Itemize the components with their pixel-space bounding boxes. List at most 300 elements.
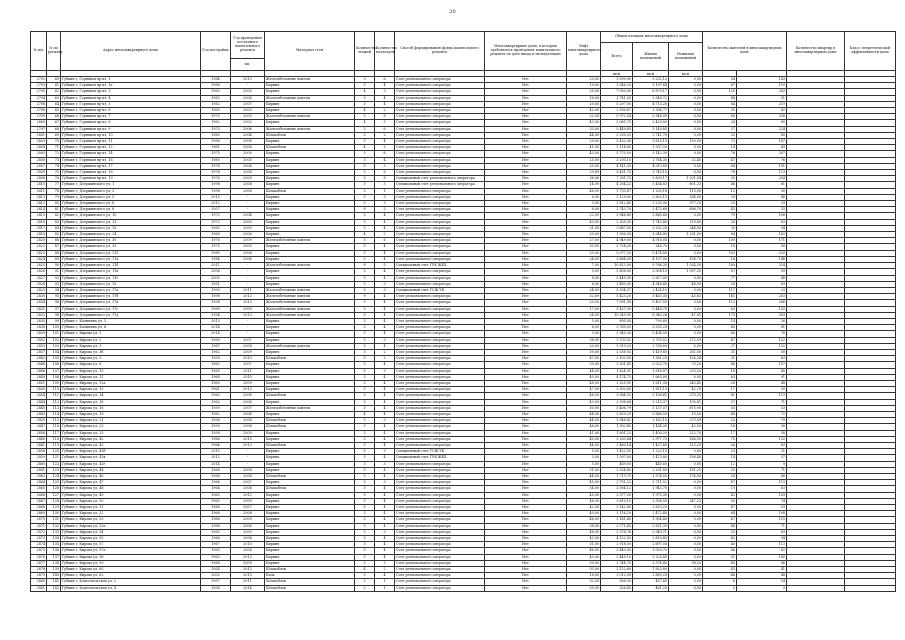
cell-num: 2805 <box>31 151 47 157</box>
cell-wear: 20,00 <box>567 232 601 238</box>
cell-address: Губкин г, Кирова ул, 10 <box>61 368 201 374</box>
cell-num: 2827 <box>31 275 47 281</box>
cell-year-renovation: - <box>231 201 265 207</box>
cell-floors: 5 <box>355 318 375 324</box>
cell-address: Губкин г, Кирова ул, 8 <box>61 362 201 368</box>
cell-residents: 46 <box>703 182 737 188</box>
cell-fund-method: Счет регионального оператора <box>395 362 485 368</box>
cell-wear: 22,00 <box>567 213 601 219</box>
cell-area-residential: 2 756,00 <box>633 343 669 349</box>
cell-apartments: 9 <box>737 461 787 467</box>
cell-year-built: 1962 <box>201 120 231 126</box>
cell-wear: 40,00 <box>567 511 601 517</box>
cell-wear: 46,00 <box>567 424 601 430</box>
cell-address: Губкин г, Дзержинского ул, 11а <box>61 256 201 262</box>
cell-year-renovation: 2006 <box>231 250 265 256</box>
cell-year-renovation: 2003 <box>231 108 265 114</box>
cell-year-renovation: 2007 <box>231 505 265 511</box>
cell-area-nonresidential: 0,00 <box>669 170 703 176</box>
cell-residents: 6 <box>703 579 737 585</box>
cell-area-total: 3 129,00 <box>601 194 633 200</box>
cell-floors: 5 <box>355 126 375 132</box>
cell-lift: Нет <box>485 219 567 225</box>
cell-wall-material: Блок <box>265 573 355 579</box>
cell-fund-method: Специальный счет ТСЖ УК <box>395 287 485 293</box>
cell-wear: 33,00 <box>567 126 601 132</box>
cell-wear: 20,00 <box>567 101 601 107</box>
cell-area-total: 4 174,73 <box>601 374 633 380</box>
cell-residents: 68 <box>703 114 737 120</box>
cell-year-built: 1967 <box>201 343 231 349</box>
cell-wear: 8,00 <box>567 275 601 281</box>
cell-apartments: 53 <box>737 201 787 207</box>
cell-fund-method: Счет регионального оператора <box>395 95 485 101</box>
cell-floors: 5 <box>355 151 375 157</box>
cell-floors: 9 <box>355 306 375 312</box>
cell-floors: 5 <box>355 505 375 511</box>
cell-apartments: 58 <box>737 430 787 436</box>
cell-area-nonresidential: 351,00 <box>669 349 703 355</box>
cell-area-residential: 1 616,87 <box>633 368 669 374</box>
cell-num: 2845 <box>31 405 47 411</box>
cell-apartments: 48 <box>737 275 787 281</box>
cell-num: 2811 <box>31 188 47 194</box>
cell-address: Губкин г, Кирова ул, 57а <box>61 548 201 554</box>
cell-address: Губкин г, Кирова ул, 2 <box>61 337 201 343</box>
cell-year-built: 1969 <box>201 337 231 343</box>
cell-year-built: 1966 <box>201 505 231 511</box>
cell-fund-method: Счет регионального оператора <box>395 467 485 473</box>
cell-residents: 47 <box>703 337 737 343</box>
cell-fund-method: Счет регионального оператора <box>395 232 485 238</box>
cell-floors: 5 <box>355 349 375 355</box>
cell-apartments: 30 <box>737 188 787 194</box>
cell-wall-material: Кирпич <box>265 529 355 535</box>
cell-fund-method: Счет регионального оператора <box>395 374 485 380</box>
cell-area-residential: 2 688,59 <box>633 411 669 417</box>
cell-area-nonresidential: 577,20 <box>669 201 703 207</box>
cell-num-in-region: 121 <box>47 455 61 461</box>
cell-apartments: 59 <box>737 269 787 275</box>
cell-fund-method: Счет регионального оператора <box>395 281 485 287</box>
cell-fund-method: Счет регионального оператора <box>395 579 485 585</box>
cell-wall-material: Кирпич <box>265 213 355 219</box>
cell-entrances: 3 <box>375 201 395 207</box>
cell-area-residential: 3 815,10 <box>633 139 669 145</box>
cell-residents: 14 <box>703 318 737 324</box>
cell-year-renovation: - <box>231 325 265 331</box>
cell-wear: 46,00 <box>567 393 601 399</box>
cell-apartments: 162 <box>737 232 787 238</box>
cell-floors: 5 <box>355 250 375 256</box>
cell-lift: Нет <box>485 560 567 566</box>
cell-apartments: 71 <box>737 523 787 529</box>
cell-num-in-region: 68 <box>47 126 61 132</box>
cell-year-renovation: - <box>231 331 265 337</box>
cell-entrances: 3 <box>375 120 395 126</box>
cell-year-built: 1966 <box>201 560 231 566</box>
cell-num-in-region: 113 <box>47 405 61 411</box>
cell-lift: Нет <box>485 101 567 107</box>
cell-residents: 39 <box>703 225 737 231</box>
cell-fund-method: Счет регионального оператора <box>395 436 485 442</box>
cell-num: 2797 <box>31 126 47 132</box>
cell-lift: Нет <box>485 114 567 120</box>
cell-wall-material: Шлакоблок <box>265 418 355 424</box>
cell-lift: Нет <box>485 132 567 138</box>
cell-floors: 5 <box>355 244 375 250</box>
cell-num-in-region: 61 <box>47 83 61 89</box>
cell-fund-method: Счет регионального оператора <box>395 318 485 324</box>
cell-lift: Нет <box>485 89 567 95</box>
cell-area-residential: 1 044,80 <box>633 232 669 238</box>
cell-wall-material: Кирпич <box>265 83 355 89</box>
cell-year-renovation: 2013 <box>231 300 265 306</box>
cell-area-nonresidential: 601,33 <box>669 182 703 188</box>
cell-area-total: 3 293,10 <box>601 157 633 163</box>
cell-residents: 84 <box>703 163 737 169</box>
cell-apartments: 132 <box>737 306 787 312</box>
cell-address: Губкин г, Дзержинского ул, 8 <box>61 207 201 213</box>
cell-address: Губкин г, Горняков пр-кт, 14 <box>61 151 201 157</box>
cell-wear: 18,00 <box>567 573 601 579</box>
cell-area-nonresidential: 0,00 <box>669 145 703 151</box>
cell-year-built: 2015 <box>201 194 231 200</box>
cell-num-in-region: 135 <box>47 542 61 548</box>
cell-area-total: 3 181,40 <box>601 517 633 523</box>
header-apartments: Количество квартир в многоквартирном доме <box>787 32 845 71</box>
cell-lift: Нет <box>485 207 567 213</box>
cell-area-nonresidential: 126,34 <box>669 356 703 362</box>
cell-lift: Нет <box>485 579 567 585</box>
cell-year-built: 1986 <box>201 139 231 145</box>
cell-num-in-region: 63 <box>47 95 61 101</box>
cell-address: Губкин г, Дзержинского ул, 17а <box>61 287 201 293</box>
cell-floors: 5 <box>355 157 375 163</box>
cell-wall-material: Кирпич <box>265 380 355 386</box>
cell-floors: 5 <box>355 467 375 473</box>
cell-area-nonresidential: 0,00 <box>669 517 703 523</box>
cell-area-total: 895,00 <box>601 318 633 324</box>
cell-num: 2831 <box>31 306 47 312</box>
cell-fund-method: Счет регионального оператора <box>395 567 485 573</box>
cell-apartments: 50 <box>737 349 787 355</box>
cell-apartments: 45 <box>737 368 787 374</box>
cell-area-residential: 2 977,73 <box>633 436 669 442</box>
cell-wear: 31,00 <box>567 225 601 231</box>
cell-num: 2809 <box>31 170 47 176</box>
cell-area-nonresidential: 219,60 <box>669 219 703 225</box>
cell-num: 2881 <box>31 585 47 591</box>
cell-year-renovation: 2013 <box>231 77 265 83</box>
cell-entrances: 4 <box>375 318 395 324</box>
cell-apartments: 71 <box>737 399 787 405</box>
cell-year-renovation: 2009 <box>231 306 265 312</box>
cell-entrances: 4 <box>375 101 395 107</box>
cell-fund-method: Счет регионального оператора <box>395 300 485 306</box>
cell-lift: Нет <box>485 151 567 157</box>
cell-wall-material: Кирпич <box>265 517 355 523</box>
cell-address: Губкин г, Кирова ул, 53 <box>61 517 201 523</box>
cell-floors: 5 <box>355 430 375 436</box>
cell-wall-material: Кирпич <box>265 176 355 182</box>
cell-address: Губкин г, Кирова ул, 57 <box>61 542 201 548</box>
cell-area-residential: 3 663,00 <box>633 374 669 380</box>
cell-num-in-region: 67 <box>47 120 61 126</box>
cell-num-in-region: 139 <box>47 567 61 573</box>
cell-wall-material: Шлакоблок <box>265 579 355 585</box>
cell-num: 2828 <box>31 281 47 287</box>
cell-area-nonresidential: 0,00 <box>669 548 703 554</box>
cell-residents: 12 <box>703 188 737 194</box>
cell-floors: 5 <box>355 182 375 188</box>
cell-entrances: 4 <box>375 325 395 331</box>
cell-wear: 38,00 <box>567 337 601 343</box>
cell-year-renovation: - <box>231 461 265 467</box>
cell-num: 2798 <box>31 101 47 107</box>
cell-residents: 47 <box>703 157 737 163</box>
cell-area-total: 3 584,92 <box>601 393 633 399</box>
cell-floors: 5 <box>355 325 375 331</box>
cell-area-residential: 3 023,70 <box>633 362 669 368</box>
cell-year-built: 2014 <box>201 331 231 337</box>
cell-year-built: 1962 <box>201 349 231 355</box>
header-area-nonresidential: Нежилых помещений <box>669 43 703 71</box>
cell-address: Губкин г, Кирова ул, 51 <box>61 505 201 511</box>
cell-floors: 5 <box>355 399 375 405</box>
cell-wall-material: Кирпич <box>265 387 355 393</box>
cell-fund-method: Специальный счет регионального оператора <box>395 182 485 188</box>
cell-area-residential: 5 448,70 <box>633 306 669 312</box>
cell-num-in-region: 138 <box>47 560 61 566</box>
cell-year-built: 1963 <box>201 89 231 95</box>
cell-apartments: 132 <box>737 436 787 442</box>
cell-year-renovation: 2008 <box>231 418 265 424</box>
cell-address: Губкин г, Дзержинского ул, 17г <box>61 306 201 312</box>
cell-floors: 9 <box>355 77 375 83</box>
cell-wall-material: Железобетонные панели <box>265 312 355 318</box>
cell-address: Губкин г, Кирова ул, 25 <box>61 430 201 436</box>
cell-floors: 5 <box>355 176 375 182</box>
header-fund-method: Способ формирования фонда капитального ремонта <box>395 32 485 71</box>
cell-entrances: 3 <box>375 182 395 188</box>
cell-year-renovation: 2012 <box>231 294 265 300</box>
cell-residents: 102 <box>703 250 737 256</box>
cell-wall-material: Кирпич <box>265 461 355 467</box>
cell-address: Губкин г, Горняков пр-кт, 5 <box>61 101 201 107</box>
cell-entrances: 4 <box>375 548 395 554</box>
cell-num: 2796 <box>31 108 47 114</box>
cell-area-total: 1 601,23 <box>601 430 633 436</box>
cell-residents: 43 <box>703 207 737 213</box>
cell-residents: 29 <box>703 194 737 200</box>
cell-address: Губкин г, Кирова ул, 18 <box>61 405 201 411</box>
cell-area-residential: 1 823,80 <box>633 567 669 573</box>
cell-area-total: 3 741,05 <box>601 95 633 101</box>
cell-fund-method: Специальный счет ГУК ЖКХ <box>395 455 485 461</box>
cell-apartments: 48 <box>737 380 787 386</box>
cell-num: 2868 <box>31 505 47 511</box>
cell-area-total: 469,00 <box>601 461 633 467</box>
cell-address: Губкин г, Дзержинского ул, 13 <box>61 219 201 225</box>
cell-fund-method: Счет регионального оператора <box>395 170 485 176</box>
cell-floors: 9 <box>355 95 375 101</box>
cell-floors: 5 <box>355 269 375 275</box>
cell-area-nonresidential: 0,00 <box>669 325 703 331</box>
cell-residents: 28 <box>703 281 737 287</box>
cell-wear: 38,00 <box>567 523 601 529</box>
cell-wear: 17,00 <box>567 306 601 312</box>
cell-year-renovation: 2011 <box>231 368 265 374</box>
cell-num: 2840 <box>31 436 47 442</box>
cell-year-built: 1951 <box>201 281 231 287</box>
cell-wall-material: Кирпич <box>265 430 355 436</box>
cell-fund-method: Счет регионального оператора <box>395 201 485 207</box>
cell-area-nonresidential: 0,00 <box>669 306 703 312</box>
cell-lift: Нет <box>485 529 567 535</box>
cell-wall-material: Шлакоблок <box>265 393 355 399</box>
cell-address: Губкин г, Кирова ул, 49 <box>61 492 201 498</box>
header-residents: Количество жителей в многоквартирном доме <box>703 32 787 71</box>
cell-area-nonresidential: 0,00 <box>669 492 703 498</box>
cell-entrances: 4 <box>375 492 395 498</box>
cell-num-in-region: 140 <box>47 573 61 579</box>
cell-address: Губкин г, Комсомольская ул, 4 <box>61 585 201 591</box>
cell-lift: Нет <box>485 449 567 455</box>
cell-wall-material: Шлакоблок <box>265 356 355 362</box>
cell-year-renovation: 2008 <box>231 424 265 430</box>
cell-num: 2793 <box>31 83 47 89</box>
cell-wall-material: Кирпич <box>265 436 355 442</box>
cell-num: 2816 <box>31 219 47 225</box>
cell-lift: Нет <box>485 176 567 182</box>
cell-apartments: 132 <box>737 343 787 349</box>
cell-residents: 40 <box>703 542 737 548</box>
cell-apartments: 43 <box>737 145 787 151</box>
cell-area-residential: 9 786,30 <box>633 263 669 269</box>
cell-num-in-region: 104 <box>47 349 61 355</box>
cell-apartments: 219 <box>737 101 787 107</box>
cell-area-residential: 461,20 <box>633 585 669 591</box>
cell-entrances: 2 <box>375 108 395 114</box>
cell-num-in-region: 131 <box>47 517 61 523</box>
cell-area-residential: 2 819,40 <box>633 536 669 542</box>
cell-apartments: 85 <box>737 132 787 138</box>
cell-area-total: 10 249,95 <box>601 312 633 318</box>
cell-entrances: 2 <box>375 349 395 355</box>
cell-num-in-region: 132 <box>47 523 61 529</box>
cell-num-in-region: 65 <box>47 108 61 114</box>
cell-residents: 120 <box>703 89 737 95</box>
cell-lift: Нет <box>485 461 567 467</box>
header-floors: Количество этажей <box>355 32 375 71</box>
cell-apartments: 61 <box>737 325 787 331</box>
header-planned-work: Многоквартирные дома, в которых требовалось проведение капитального ремонта по дате ввода в эксплуатацию <box>485 32 567 71</box>
cell-area-total: 7 281,73 <box>601 176 633 182</box>
cell-wear: 41,00 <box>567 430 601 436</box>
cell-area-total: 5 423,20 <box>601 294 633 300</box>
cell-area-total: 5 972,54 <box>601 114 633 120</box>
cell-lift: Нет <box>485 337 567 343</box>
cell-area-total: 508,50 <box>601 579 633 585</box>
cell-entrances: 4 <box>375 424 395 430</box>
cell-year-renovation: - <box>231 275 265 281</box>
cell-num: 2851 <box>31 380 47 386</box>
cell-area-residential: 3 162,10 <box>633 418 669 424</box>
cell-year-renovation: 2008 <box>231 95 265 101</box>
cell-fund-method: Специальный счет ТСЖ УК <box>395 449 485 455</box>
cell-address: Губкин г, Кирова ул, 13 <box>61 387 201 393</box>
cell-fund-method: Счет регионального оператора <box>395 349 485 355</box>
cell-num: 2844 <box>31 399 47 405</box>
cell-floors: 5 <box>355 368 375 374</box>
cell-year-renovation: 2008 <box>231 170 265 176</box>
cell-entrances: 4 <box>375 486 395 492</box>
cell-area-nonresidential: 0,00 <box>669 567 703 573</box>
cell-address: Губкин г, Дзержинского ул, 11г <box>61 275 201 281</box>
cell-year-built: 1983 <box>201 132 231 138</box>
cell-floors: 4 <box>355 567 375 573</box>
cell-area-total: 3 298,64 <box>601 399 633 405</box>
cell-year-built: 1966 <box>201 467 231 473</box>
cell-floors: 5 <box>355 139 375 145</box>
cell-year-renovation: 2005 <box>231 157 265 163</box>
cell-lift: Нет <box>485 480 567 486</box>
cell-area-residential: 5 474,80 <box>633 250 669 256</box>
cell-num-in-region: 103 <box>47 343 61 349</box>
cell-address: Губкин г, Кирова ул, 53а <box>61 523 201 529</box>
cell-area-residential: 1 811,10 <box>633 387 669 393</box>
cell-floors: 9 <box>355 300 375 306</box>
cell-lift: Нет <box>485 442 567 448</box>
cell-floors: 5 <box>355 517 375 523</box>
cell-num: 2807 <box>31 163 47 169</box>
cell-year-built: 1959 <box>201 405 231 411</box>
cell-address: Губкин г, Дзержинского ул, 17б <box>61 294 201 300</box>
cell-entrances: 4 <box>375 157 395 163</box>
cell-area-total: 3 085,75 <box>601 120 633 126</box>
cell-area-residential: 2 711,52 <box>633 480 669 486</box>
cell-area-total: 526,40 <box>601 585 633 591</box>
cell-year-renovation: 2013 <box>231 312 265 318</box>
cell-year-renovation: 2004 <box>231 213 265 219</box>
cell-fund-method: Счет регионального оператора <box>395 356 485 362</box>
cell-wall-material: Шлакоблок <box>265 132 355 138</box>
cell-year-renovation: 2009 <box>231 380 265 386</box>
cell-year-built: 1968 <box>201 374 231 380</box>
header-area-residential: Жилых помещений <box>633 43 669 71</box>
cell-area-nonresidential: 0,00 <box>669 579 703 585</box>
cell-year-built: 1966 <box>201 536 231 542</box>
cell-residents: 19 <box>703 486 737 492</box>
cell-area-residential: 2 621,30 <box>633 523 669 529</box>
cell-lift: Нет <box>485 356 567 362</box>
cell-wall-material: Шлакоблок <box>265 188 355 194</box>
cell-area-nonresidential: 1 201,04 <box>669 176 703 182</box>
cell-entrances: 8 <box>375 176 395 182</box>
cell-entrances: 4 <box>375 95 395 101</box>
cell-area-total: 3 546,82 <box>601 418 633 424</box>
cell-area-total: 3 810,10 <box>601 498 633 504</box>
cell-address: Губкин г, Дзержинского ул, 11б <box>61 263 201 269</box>
cell-year-renovation: 2008 <box>231 182 265 188</box>
cell-entrances: 6 <box>375 170 395 176</box>
cell-area-residential: 1 200,18 <box>633 188 669 194</box>
cell-area-residential: 2 802,15 <box>633 194 669 200</box>
cell-area-residential: 1 943,70 <box>633 486 669 492</box>
cell-area-residential: 2 697,50 <box>633 542 669 548</box>
cell-num-in-region: 124 <box>47 474 61 480</box>
